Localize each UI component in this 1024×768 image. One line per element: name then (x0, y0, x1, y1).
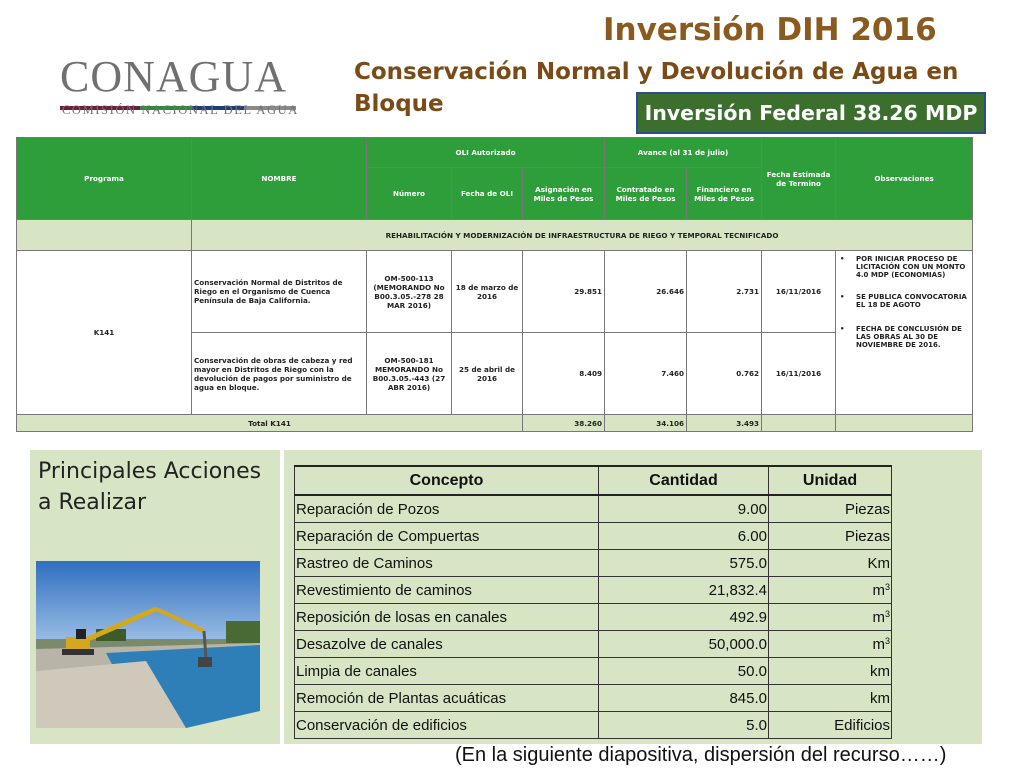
unidad-cell: km (769, 685, 892, 712)
total-asignacion: 38.260 (523, 415, 605, 432)
row-2-financiero: 0.762 (687, 333, 762, 415)
section-blank-cell (17, 220, 192, 251)
concepto-cell: Reposición de losas en canales (295, 604, 599, 631)
cantidad-cell: 845.0 (599, 685, 769, 712)
header-concepto: Concepto (295, 466, 599, 495)
logo-color-bar (60, 97, 296, 101)
acciones-panel (30, 450, 280, 744)
header-fecha-estimada: Fecha Estimada de Termino (762, 138, 836, 220)
excavator-canal-photo (36, 561, 260, 728)
investment-table (16, 137, 973, 432)
page-title: Inversión DIH 2016 (603, 12, 937, 48)
logo-subtitle: COMISIÓN NACIONAL DEL AGUA (62, 103, 299, 117)
table-row (295, 658, 892, 685)
header-avance: Avance (al 31 de julio) (605, 138, 762, 168)
program-code: K141 (17, 251, 192, 415)
unidad-cell: Piezas (769, 495, 892, 523)
header-cantidad: Cantidad (599, 466, 769, 495)
table-row (295, 631, 892, 658)
page-subtitle: Conservación Normal y Devolución de Agua en Bloque (354, 59, 959, 117)
concepto-cell: Conservación de edificios (295, 712, 599, 739)
row-1-asignacion: 29.851 (523, 251, 605, 333)
unidad-cell: Edificios (769, 712, 892, 739)
table-row (295, 712, 892, 739)
observacion-item: • FECHA DE CONCLUSIÓN DE LAS OBRAS AL 30 DE NOVIEMBRE DE 2016. (840, 325, 962, 349)
total-blank-cell (762, 415, 836, 432)
row-1-fecha-estimada: 16/11/2016 (762, 251, 836, 333)
footer-note: (En la siguiente diapositiva, dispersión del recurso……) (455, 744, 947, 766)
observaciones-cell (836, 251, 973, 415)
header-nombre: NOMBRE (192, 138, 367, 220)
observacion-item: • SE PUBLICA CONVOCATORIA EL 18 DE AGOTO (840, 293, 967, 309)
header-observaciones: Observaciones (836, 138, 973, 220)
cantidad-cell: 6.00 (599, 523, 769, 550)
total-label: Total K141 (17, 415, 523, 432)
header-fecha-oli: Fecha de OLI (452, 168, 523, 220)
total-blank-cell (836, 415, 973, 432)
row-2-numero: OM-500-181 MEMORANDO No B00.3.05.-443 (27 ABR 2016) (367, 333, 452, 415)
federal-investment-box: Inversión Federal 38.26 MDP (636, 92, 986, 134)
table-row (295, 550, 892, 577)
cantidad-cell: 50,000.0 (599, 631, 769, 658)
header-programa: Programa (17, 138, 192, 220)
table-row (295, 523, 892, 550)
table-row (295, 685, 892, 712)
concepto-cell: Remoción de Plantas acuáticas (295, 685, 599, 712)
table-row (295, 604, 892, 631)
row-2-asignacion: 8.409 (523, 333, 605, 415)
header-asignacion: Asignación en Miles de Pesos (523, 168, 605, 220)
acciones-table (294, 465, 892, 739)
row-1-financiero: 2.731 (687, 251, 762, 333)
row-1-contratado: 26.646 (605, 251, 687, 333)
total-contratado: 34.106 (605, 415, 687, 432)
observacion-item: • POR INICIAR PROCESO DE LICITACIÓN CON UN MONTO 4.0 MDP (ECONOMIAS) (840, 255, 966, 279)
row-2-nombre: Conservación de obras de cabeza y red mayor en Distritos de Riego con la devolución de pagos por suministro de agua en bloque. (192, 333, 367, 415)
unidad-cell: Piezas (769, 523, 892, 550)
row-2-fecha-estimada: 16/11/2016 (762, 333, 836, 415)
unidad-cell: $m^3$ (769, 577, 892, 604)
cantidad-cell: 21,832.4 (599, 577, 769, 604)
header-oli: OLI Autorizado (367, 138, 605, 168)
row-2-contratado: 7.460 (605, 333, 687, 415)
unidad-cell: Km (769, 550, 892, 577)
cantidad-cell: 50.0 (599, 658, 769, 685)
header-numero: Número (367, 168, 452, 220)
concepto-cell: Desazolve de canales (295, 631, 599, 658)
total-financiero: 3.493 (687, 415, 762, 432)
concepto-cell: Revestimiento de caminos (295, 577, 599, 604)
table-row (295, 577, 892, 604)
conagua-logo (60, 52, 300, 120)
row-1-fecha: 18 de marzo de 2016 (452, 251, 523, 333)
acciones-title: Principales Acciones a Realizar (38, 459, 262, 515)
row-1-numero: OM-500-113 (MEMORANDO No B00.3.05.-278 28 MAR 2016) (367, 251, 452, 333)
unidad-cell: $m^3$ (769, 604, 892, 631)
concepto-cell: Reparación de Compuertas (295, 523, 599, 550)
concepto-cell: Reparación de Pozos (295, 495, 599, 523)
cantidad-cell: 9.00 (599, 495, 769, 523)
logo-wordmark: CONAGUA (60, 52, 287, 101)
concepto-cell: Limpia de canales (295, 658, 599, 685)
row-2-fecha: 25 de abril de 2016 (452, 333, 523, 415)
row-1-nombre: Conservación Normal de Distritos de Riego en el Organismo de Cuenca Península de Baja California. (192, 251, 367, 333)
header-contratado: Contratado en Miles de Pesos (605, 168, 687, 220)
unidad-cell: $m^3$ (769, 631, 892, 658)
cantidad-cell: 5.0 (599, 712, 769, 739)
cantidad-cell: 492.9 (599, 604, 769, 631)
header-unidad: Unidad (769, 466, 892, 495)
cantidad-cell: 575.0 (599, 550, 769, 577)
concepto-cell: Rastreo de Caminos (295, 550, 599, 577)
unidad-cell: km (769, 658, 892, 685)
header-financiero: Financiero en Miles de Pesos (687, 168, 762, 220)
section-title: REHABILITACIÓN Y MODERNIZACIÓN DE INFRAESTRUCTURA DE RIEGO Y TEMPORAL TECNIFICADO (192, 220, 973, 251)
table-row (295, 495, 892, 523)
